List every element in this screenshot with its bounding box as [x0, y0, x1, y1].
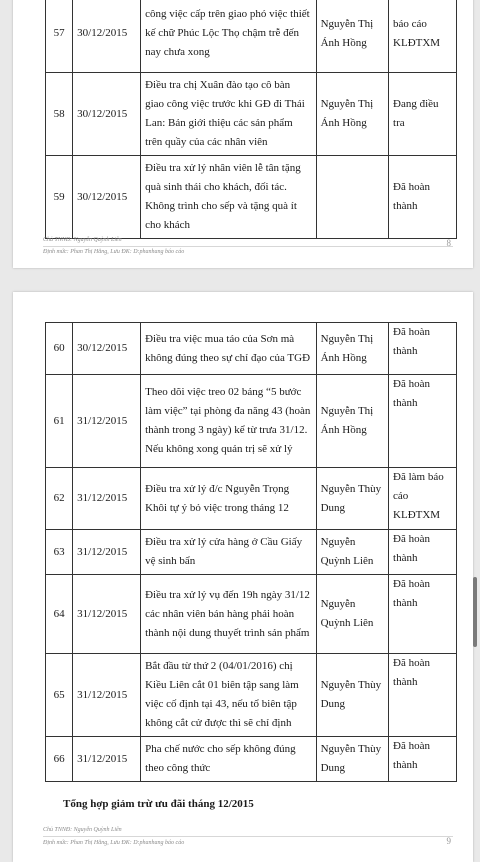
cell-description: Điều tra xử lý đ/c Nguyễn Trọng Khôi tự ý bỏ việc trong tháng 12 — [141, 468, 316, 530]
cell-description: Điều tra chị Xuân đào tạo cô bàn giao công việc trước khi GĐ đi Thái Lan: Bản giới thiệu các sản phẩm trên quầy của các nhân viên — [141, 73, 316, 156]
cell-status: Đã hoàn thành — [389, 530, 457, 575]
cell-date: 31/12/2015 — [73, 575, 141, 654]
cell-description: Bắt đầu từ thứ 2 (04/01/2016) chị Kiều Liên cắt 01 biên tập sang làm việc cố định tại 43, nếu tổ biên tập không cắt cử được thì sẽ chỉ định — [141, 654, 316, 737]
cell-number: 62 — [46, 468, 73, 530]
cell-person: Nguyễn Thị Ánh Hồng — [316, 0, 388, 73]
cell-person: Nguyễn Quỳnh Liên — [316, 575, 388, 654]
footer-author: Chủ TNNĐ: Nguyễn Quỳnh Liên — [43, 237, 122, 243]
section-title: Tổng hợp giảm trừ ưu đãi tháng 12/2015 — [63, 798, 254, 810]
table-row — [46, 73, 457, 156]
footer-author: Chủ TNNĐ: Nguyễn Quỳnh Liên — [43, 827, 122, 833]
cell-status: Đã hoàn thành — [389, 375, 457, 468]
cell-number: 66 — [46, 737, 73, 782]
cell-person: Nguyễn Thùy Dung — [316, 737, 388, 782]
cell-description: Điều tra xử lý cửa hàng ở Cầu Giấy vệ sinh bẩn — [141, 530, 316, 575]
table-row — [46, 468, 457, 530]
cell-status: Đã hoàn thành — [389, 575, 457, 654]
cell-number: 63 — [46, 530, 73, 575]
cell-date: 31/12/2015 — [73, 654, 141, 737]
cell-date: 31/12/2015 — [73, 375, 141, 468]
document-page-8 — [13, 0, 473, 268]
footer-note: Định mức: Phan Thị Hằng, Lưu ĐK: D:phanhang báo cáo — [43, 249, 185, 255]
cell-person: Nguyễn Thùy Dung — [316, 468, 388, 530]
cell-person: Nguyễn Thùy Dung — [316, 654, 388, 737]
cell-description: Pha chế nước cho sếp không đúng theo công thức — [141, 737, 316, 782]
cell-status: Đã làm báo cáo KLĐTXM — [389, 468, 457, 530]
table-row — [46, 654, 457, 737]
cell-person: Nguyễn Thị Ánh Hồng — [316, 375, 388, 468]
footer-divider — [43, 836, 453, 837]
cell-description: Điều tra xử lý vụ đến 19h ngày 31/12 các nhân viên bán hàng phải hoàn thành nội dung thuyết trình sản phẩm — [141, 575, 316, 654]
cell-status: báo cáo KLĐTXM — [389, 0, 457, 73]
cell-number: 61 — [46, 375, 73, 468]
cell-date: 30/12/2015 — [73, 156, 141, 239]
cell-description: Điều tra việc mua táo của Sơn mà không đúng theo sự chỉ đạo của TGĐ — [141, 323, 316, 375]
footer-note: Định mức: Phan Thị Hằng, Lưu ĐK: D:phanhang báo cáo — [43, 840, 185, 846]
cell-status: Đã hoàn thành — [389, 737, 457, 782]
cell-date: 31/12/2015 — [73, 530, 141, 575]
table-row — [46, 0, 457, 73]
cell-person: Nguyễn Thị Ánh Hồng — [316, 73, 388, 156]
task-table-page-9 — [45, 322, 457, 782]
scrollbar-thumb[interactable] — [473, 577, 477, 647]
cell-description: Theo dõi việc treo 02 bảng “5 bước làm việc” tại phòng đa năng 43 (hoàn thành trong 3 ngày) kể từ trưa 31/12. Nếu không xong quản trị sẽ xử lý — [141, 375, 316, 468]
cell-date: 30/12/2015 — [73, 323, 141, 375]
document-page-9 — [13, 292, 473, 862]
table-row — [46, 737, 457, 782]
cell-person: Nguyễn Quỳnh Liên — [316, 530, 388, 575]
cell-number: 59 — [46, 156, 73, 239]
cell-date: 30/12/2015 — [73, 0, 141, 73]
cell-person: Nguyễn Thị Ánh Hồng — [316, 323, 388, 375]
cell-status: Đang điều tra — [389, 73, 457, 156]
cell-status: Đã hoàn thành — [389, 156, 457, 239]
footer-divider — [43, 246, 453, 247]
cell-number: 60 — [46, 323, 73, 375]
table-row — [46, 530, 457, 575]
cell-person — [316, 156, 388, 239]
cell-number: 65 — [46, 654, 73, 737]
page-number: 9 — [446, 836, 451, 846]
cell-description: Điều tra xử lý nhân viên lễ tân tặng quà sinh thái cho khách, đối tác. Không trình cho sếp và tặng quà ít cho khách — [141, 156, 316, 239]
cell-number: 64 — [46, 575, 73, 654]
cell-date: 31/12/2015 — [73, 737, 141, 782]
table-row — [46, 575, 457, 654]
cell-status: Đã hoàn thành — [389, 323, 457, 375]
page-number: 8 — [446, 238, 451, 248]
cell-status: Đã hoàn thành — [389, 654, 457, 737]
table-row — [46, 156, 457, 239]
cell-number: 58 — [46, 73, 73, 156]
cell-date: 31/12/2015 — [73, 468, 141, 530]
table-row — [46, 323, 457, 375]
cell-date: 30/12/2015 — [73, 73, 141, 156]
task-table-page-8 — [45, 0, 457, 239]
table-row — [46, 375, 457, 468]
cell-description: công việc cấp trên giao phó việc thiết kế chữ Phúc Lộc Thọ chậm trễ đến nay chưa xong — [141, 0, 316, 73]
cell-number: 57 — [46, 0, 73, 73]
